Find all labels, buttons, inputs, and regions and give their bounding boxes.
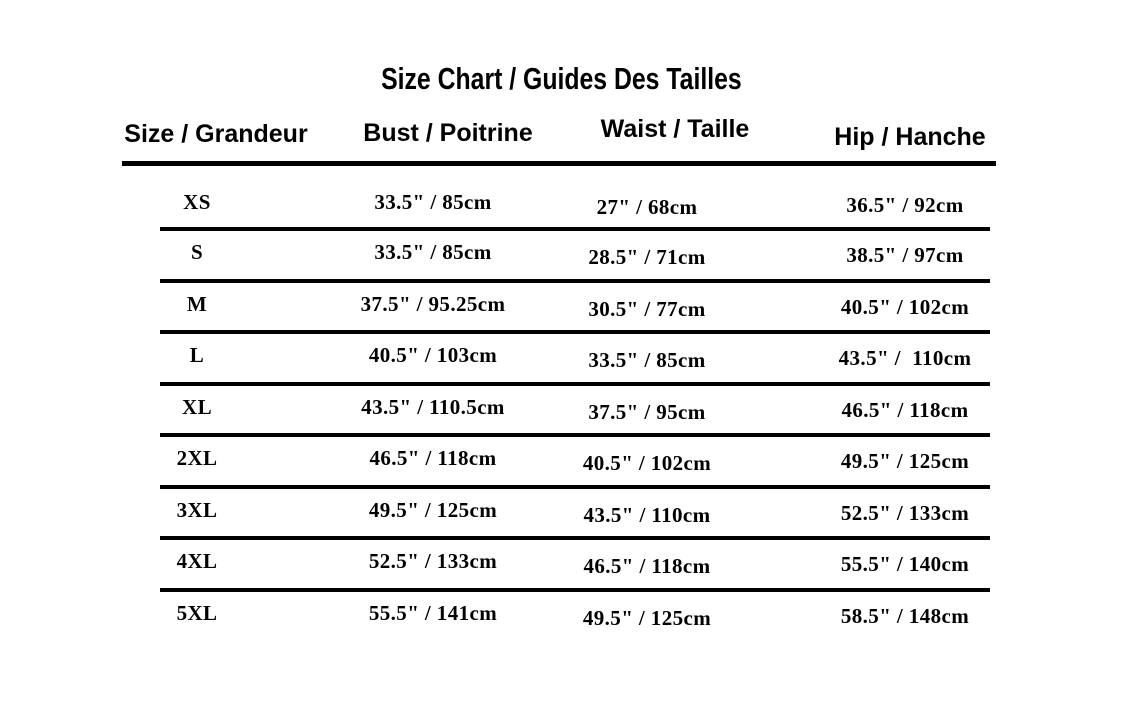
table-row: [122, 540, 996, 588]
cell-waist: 27" / 68cm: [596, 195, 698, 219]
cell-hip: 46.5" / 118cm: [841, 397, 969, 422]
table-row: [122, 592, 996, 640]
cell-size: 3XL: [176, 497, 218, 522]
cell-hip: 38.5" / 97cm: [846, 243, 964, 268]
cell-bust: 55.5" / 141cm: [368, 600, 498, 625]
cell-hip: 43.5" / 110cm: [838, 346, 972, 371]
cell-bust: 33.5" / 85cm: [374, 240, 492, 265]
cell-bust: 40.5" / 103cm: [368, 343, 498, 368]
cell-size: M: [186, 291, 208, 316]
page-title-text: Size Chart / Guides Des Tailles: [380, 61, 742, 96]
cell-waist: 40.5" / 102cm: [582, 451, 712, 476]
cell-hip: 40.5" / 102cm: [840, 294, 970, 319]
cell-hip: 36.5" / 92cm: [846, 193, 964, 217]
table-row: [122, 334, 996, 382]
table-row: [122, 386, 996, 434]
cell-bust: 52.5" / 133cm: [368, 549, 498, 574]
cell-hip: 49.5" / 125cm: [840, 449, 970, 474]
cell-waist: 28.5" / 71cm: [588, 245, 706, 270]
column-header-bust: Bust / Poitrine: [363, 118, 533, 147]
size-chart-table: [122, 0, 996, 717]
column-header-hip: Hip / Hanche: [834, 122, 986, 151]
cell-waist: 46.5" / 118cm: [583, 554, 711, 579]
cell-hip: 52.5" / 133cm: [840, 500, 970, 525]
table-body: [122, 166, 996, 639]
cell-bust: 37.5" / 95.25cm: [360, 291, 506, 316]
table-row: [122, 437, 996, 485]
cell-bust: 49.5" / 125cm: [368, 497, 498, 522]
column-header-size: Size / Grandeur: [124, 119, 308, 148]
cell-size: XL: [182, 394, 212, 419]
cell-bust: 43.5" / 110.5cm: [361, 394, 505, 419]
column-header-waist: Waist / Taille: [600, 114, 750, 143]
cell-size: XS: [183, 190, 211, 214]
table-row: [122, 489, 996, 537]
cell-size: 4XL: [176, 549, 218, 574]
cell-waist: 43.5" / 110cm: [583, 502, 711, 527]
cell-bust: 33.5" / 85cm: [374, 190, 492, 214]
cell-hip: 58.5" / 148cm: [840, 603, 970, 628]
cell-bust: 46.5" / 118cm: [369, 446, 497, 471]
cell-waist: 30.5" / 77cm: [588, 296, 706, 321]
table-row: [122, 166, 996, 227]
cell-waist: 37.5" / 95cm: [588, 399, 706, 424]
cell-waist: 49.5" / 125cm: [582, 605, 712, 630]
cell-size: 2XL: [176, 446, 218, 471]
cell-hip: 55.5" / 140cm: [840, 552, 970, 577]
cell-size: S: [190, 240, 204, 265]
cell-size: 5XL: [176, 600, 218, 625]
cell-waist: 33.5" / 85cm: [588, 348, 706, 373]
table-row: [122, 231, 996, 279]
cell-size: L: [189, 343, 205, 368]
table-row: [122, 283, 996, 331]
